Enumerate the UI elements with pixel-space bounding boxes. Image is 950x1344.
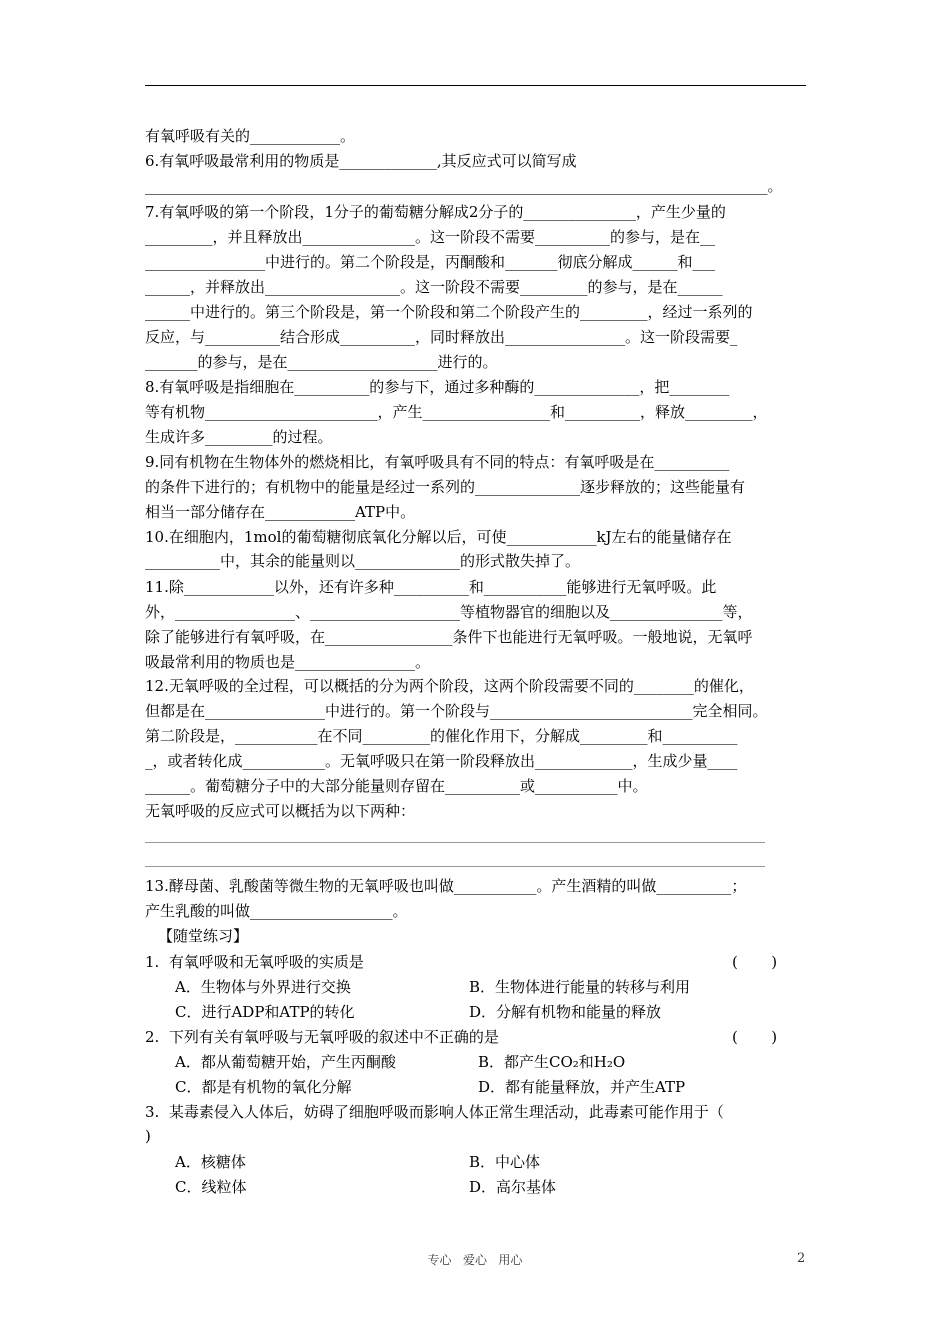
option-c: C．线粒体 (175, 1178, 247, 1196)
option-b: B．中心体 (469, 1153, 541, 1171)
question-stem: 2. 下列有关有氧呼吸与无氧呼吸的叙述中不正确的是 (145, 1028, 499, 1046)
text-line: 12.无氧呼吸的全过程，可以概括的分为两个阶段，这两个阶段需要不同的________的催化， (145, 677, 754, 695)
text-line: __________中，其余的能量则以______________的形式散失掉了。 (145, 552, 581, 570)
section-heading: 【随堂练习】 (158, 927, 249, 945)
option-a: A．核糖体 (175, 1153, 246, 1171)
text-line: 9.同有机物在生物体外的燃烧相比，有氧呼吸具有不同的特点：有氧呼吸是在__________ (145, 453, 730, 471)
text-line: ______，并释放出__________________。这一阶段不需要_________的参与，是在______ (145, 278, 723, 296)
text-line: 外，________________、____________________等植物器官的细胞以及_______________等， (145, 603, 753, 621)
text-line: ______。葡萄糖分子中的大部分能量则存留在__________或___________中。 (145, 777, 648, 795)
option-d: D．都有能量释放，并产生ATP (478, 1078, 686, 1096)
option-d: D．分解有机物和能量的释放 (469, 1003, 662, 1021)
text-line: 6.有氧呼吸最常利用的物质是_____________,其反应式可以简写成 (145, 152, 577, 170)
text-line: 产生乳酸的叫做___________________。 (145, 902, 408, 920)
text-line: 但都是在________________中进行的。第一个阶段与___________________________完全相同。 (145, 702, 768, 720)
option-a: A．都从葡萄糖开始，产生丙酮酸 (175, 1053, 396, 1071)
option-b: B．生物体进行能量的转移与利用 (469, 978, 691, 996)
text-line: 有氧呼吸有关的____________。 (145, 127, 356, 145)
option-c: C．进行ADP和ATP的转化 (175, 1003, 355, 1021)
answer-rule (145, 842, 765, 843)
text-line: 11.除____________以外，还有许多种__________和___________能够进行无氧呼吸。此 (145, 578, 717, 596)
text-line: _______的参与，是在____________________进行的。 (145, 353, 498, 371)
text-line: 13.酵母菌、乳酸菌等微生物的无氧呼吸也叫做___________。产生酒精的叫做__________； (145, 877, 747, 895)
text-line: 反应，与__________结合形成__________，同时释放出________________。这一阶段需要_ (145, 328, 738, 346)
question-stem-continued: ) (145, 1127, 151, 1145)
text-line: 8.有氧呼吸是指细胞在__________的参与下，通过多种酶的______________，把________ (145, 378, 730, 396)
text-line: 7.有氧呼吸的第一个阶段，1分子的葡萄糖分解成2分子的_______________，产生少量的 (145, 203, 726, 221)
question-stem: 1. 有氧呼吸和无氧呼吸的实质是 (145, 953, 364, 971)
answer-rule (145, 866, 765, 867)
text-line: ______中进行的。第三个阶段是，第一个阶段和第二个阶段产生的_________，经过一系列的 (145, 303, 753, 321)
page-number: 2 (797, 1251, 806, 1266)
text-line: 吸最常利用的物质也是________________。 (145, 653, 431, 671)
option-d: D．高尔基体 (469, 1178, 557, 1196)
text-line: 10.在细胞内，1mol的葡萄糖彻底氧化分解以后，可使____________kJ左右的能量储存在 (145, 528, 732, 546)
text-line: 的条件下进行的；有机物中的能量是经过一系列的______________逐步释放的；这些能量有 (145, 478, 746, 496)
text-line: 等有机物_______________________，产生_________________和__________，释放_________， (145, 403, 768, 421)
answer-paren: ( ) (732, 953, 778, 971)
text-line: ___________________________________________________________________________________。 (145, 177, 783, 195)
option-a: A．生物体与外界进行交换 (175, 978, 351, 996)
question-stem: 3. 某毒素侵入人体后，妨碍了细胞呼吸而影响人体正常生理活动，此毒素可能作用于（ (145, 1103, 724, 1121)
text-line: 除了能够进行有氧呼吸，在_________________条件下也能进行无氧呼吸。一般地说，无氧呼 (145, 628, 753, 646)
text-line: 第二阶段是，___________在不同_________的催化作用下，分解成_________和__________ (145, 727, 738, 745)
text-line: _________，并且释放出_______________。这一阶段不需要__________的参与，是在__ (145, 228, 716, 246)
text-line: 无氧呼吸的反应式可以概括为以下两种： (145, 802, 416, 820)
page-footer: 专心 爱心 用心 (427, 1253, 523, 1267)
text-line: _，或者转化成___________。无氧呼吸只在第一阶段释放出_____________，生成少量____ (145, 752, 738, 770)
text-line: 生成许多_________的过程。 (145, 428, 333, 446)
header-rule (145, 85, 806, 86)
answer-paren: ( ) (732, 1028, 778, 1046)
text-line: ________________中进行的。第二个阶段是，丙酮酸和_______彻底分解成______和___ (145, 253, 716, 271)
option-b: B．都产生CO₂和H₂O (478, 1053, 626, 1071)
option-c: C．都是有机物的氧化分解 (175, 1078, 352, 1096)
text-line: 相当一部分储存在____________ATP中。 (145, 503, 416, 521)
